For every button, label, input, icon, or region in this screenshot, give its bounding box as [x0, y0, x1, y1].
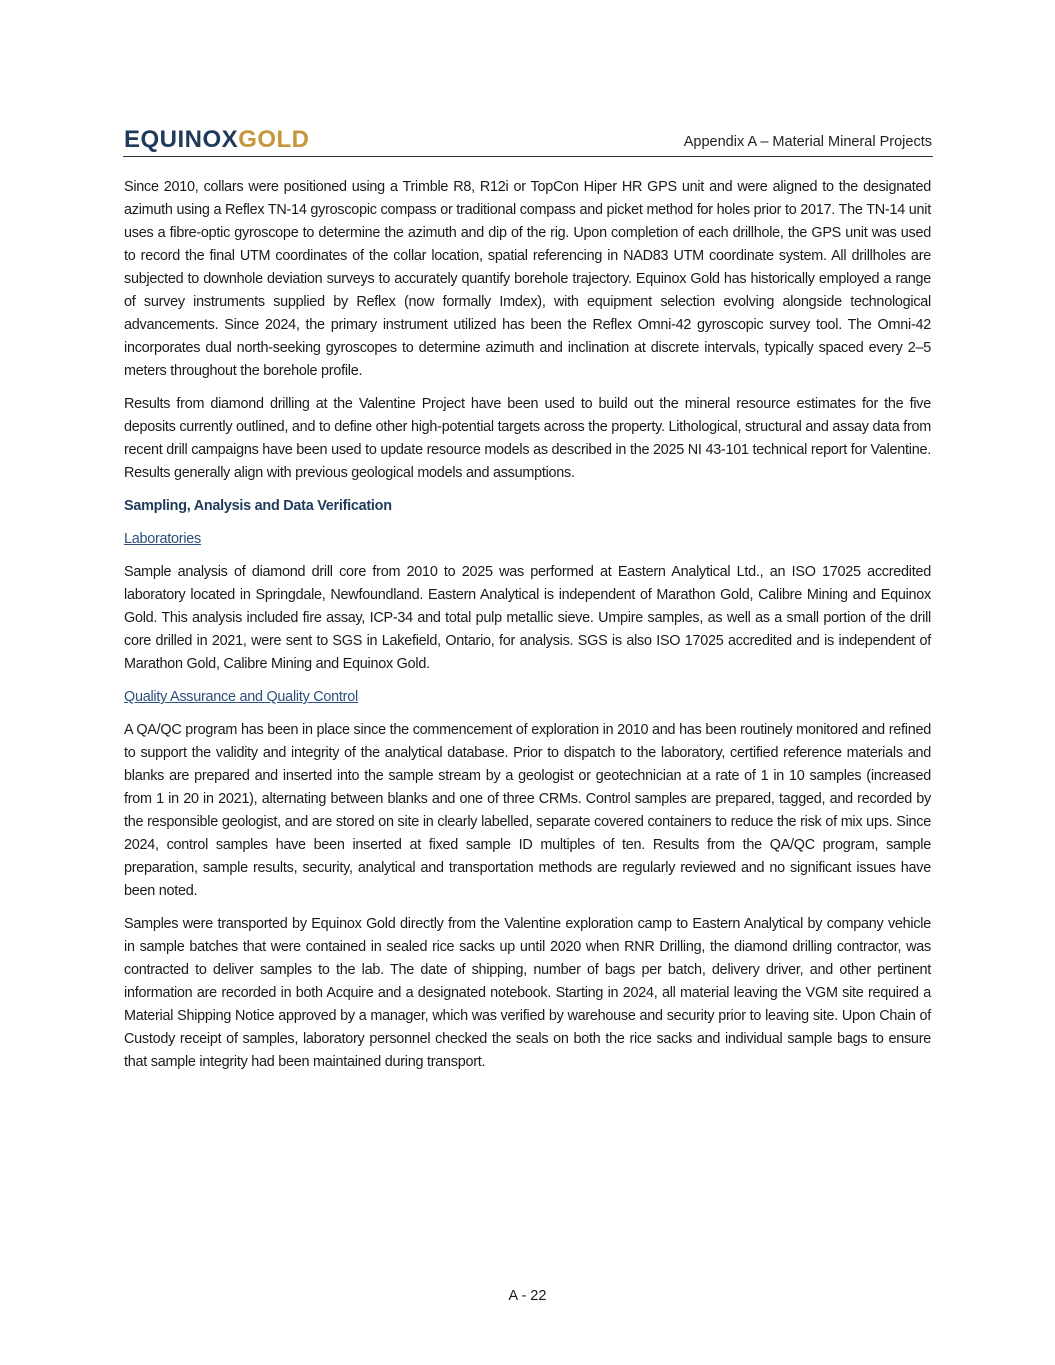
paragraph-collars: Since 2010, collars were positioned using a Trimble R8, R12i or TopCon Hiper HR GPS unit and were aligned to the designated azimuth using a Reflex TN-14 gyroscopic compass or traditional compass and picket method for holes prior to 2017. The TN-14 unit uses a fibre-optic gyroscope to determine the azimuth and dip of the rig. Upon completion of each drillhole, the GPS unit was used to record the final UTM coordinates of the collar location, spatial referencing in NAD83 UTM coordinate system. All drillholes are subjected to downhole deviation surveys to accurately quantify borehole trajectory. Equinox Gold has historically employed a range of survey instruments supplied by Reflex (now formally Imdex), with equipment selection evolving alongside technological advancements. Since 2024, the primary instrument utilized has been the Reflex Omni-42 gyroscopic survey tool. The Omni-42 incorporates dual north-seeking gyroscopes to determine azimuth and inclination at discrete intervals, typically spaced every 2–5 meters throughout the borehole profile.: [124, 179, 931, 379]
section-heading: Sampling, Analysis and Data Verification: [124, 498, 392, 514]
page-header: [123, 126, 933, 157]
paragraph-results: Results from diamond drilling at the Valentine Project have been used to build out the mineral resource estimates for the five deposits currently outlined, and to define other high-potential targets across the property. Lithological, structural and assay data from recent drill campaigns have been used to update resource models as described in the 2025 NI 43-101 technical report for Valentine. Results generally align with previous geological models and assumptions.: [124, 396, 932, 481]
page-number: A - 22: [508, 1288, 547, 1304]
subheading-laboratories: Laboratories: [124, 531, 201, 547]
logo-text-gold: GOLD: [238, 126, 310, 153]
paragraph-laboratories: Sample analysis of diamond drill core from 2010 to 2025 was performed at Eastern Analytical Ltd., an ISO 17025 accredited laboratory located in Springdale, Newfoundland. Eastern Analytical is independent of Marathon Gold, Calibre Mining and Equinox Gold. This analysis included fire assay, ICP-34 and total pulp metallic sieve. Umpire samples, as well as a small portion of the drill core drilled in 2021, were sent to SGS in Lakefield, Ontario, for analysis. SGS is also ISO 17025 accredited and is independent of Marathon Gold, Calibre Mining and Equinox Gold.: [124, 564, 931, 672]
logo-text-equinox: EQUINOX: [124, 126, 239, 153]
equinox-gold-logo: [124, 126, 310, 154]
paragraph-qaqc: A QA/QC program has been in place since the commencement of exploration in 2010 and has been routinely monitored and refined to support the validity and integrity of the analytical database. Prior to dispatch to the laboratory, certified reference materials and blanks are prepared and inserted into the sample stream by a geologist or geotechnician at a rate of 1 in 10 samples (increased from 1 in 20 in 2021), alternating between blanks and one of three CRMs. Control samples are prepared, tagged, and recorded by the responsible geologist, and are stored on site in clearly labelled, separate covered containers to reduce the risk of mix ups. Since 2024, control samples have been inserted at fixed sample ID multiples of ten. Results from the QA/QC program, sample preparation, sample results, security, analytical and transportation methods are regularly reviewed and no significant issues have been noted.: [124, 722, 931, 899]
subheading-qaqc: Quality Assurance and Quality Control: [124, 689, 358, 705]
section-title: Appendix A – Material Mineral Projects: [683, 134, 932, 150]
paragraph-transport: Samples were transported by Equinox Gold directly from the Valentine exploration camp to Eastern Analytical by company vehicle in sample batches that were contained in sealed rice sacks up until 2020 when RNR Drilling, the diamond drilling contractor, was contracted to deliver samples to the lab. The date of shipping, number of bags per batch, delivery driver, and other pertinent information are recorded in both Acquire and a designated notebook. Starting in 2024, all material leaving the VGM site required a Material Shipping Notice approved by a manager, which was verified by warehouse and security prior to leaving site. Upon Chain of Custody receipt of samples, laboratory personnel checked the seals on both the rice sacks and individual sample bags to ensure that sample integrity had been maintained during transport.: [124, 916, 931, 1070]
document-body: [124, 176, 931, 1084]
